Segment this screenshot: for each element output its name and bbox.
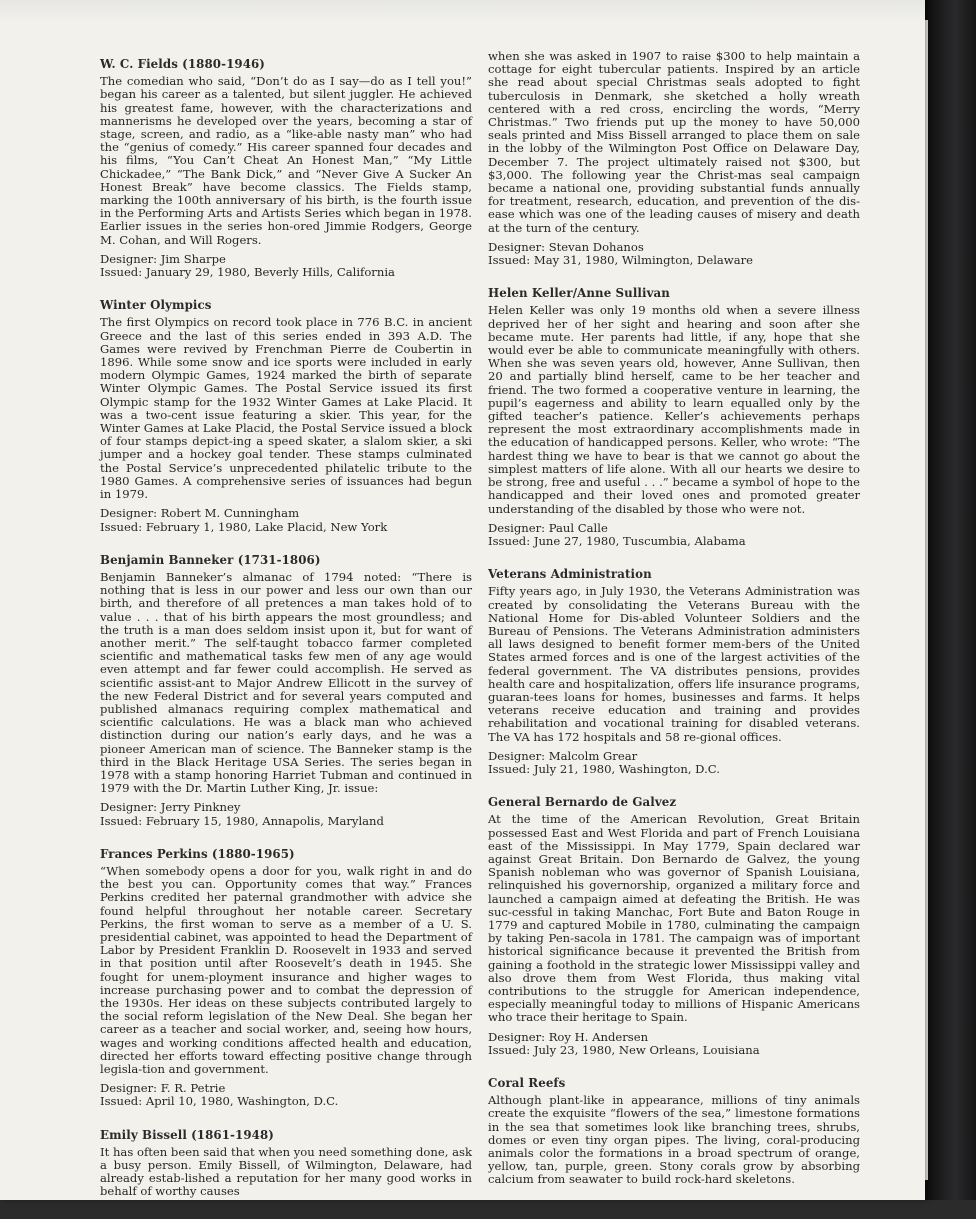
entry-frances-perkins — [100, 848, 472, 1109]
entry-designer: Designer: Jerry Pinkney — [100, 800, 241, 815]
entry-meta — [488, 241, 860, 267]
entry-emily-bissell — [100, 1129, 472, 1199]
entry-title: Frances Perkins (1880-1965) — [100, 846, 295, 861]
entry-bernardo-de-galvez — [488, 796, 860, 1057]
binder-background — [925, 0, 976, 1200]
entry-title: General Bernardo de Galvez — [488, 795, 677, 810]
entry-title: Emily Bissell (1861-1948) — [100, 1127, 274, 1142]
entry-issued: Issued: July 23, 1980, New Orleans, Louisiana — [488, 1042, 760, 1057]
entry-meta — [488, 1031, 860, 1057]
entry-helen-keller — [488, 287, 860, 548]
entry-winter-olympics — [100, 299, 472, 533]
entry-title: Veterans Administration — [488, 567, 652, 582]
entry-body: Fifty years ago, in July 1930, the Veterans Administration was created by consolidating the Veterans Bureau with the National Home for Dis-abled Volunteer Soldiers and the Bureau of Pensions. The Veterans Administration administers all laws designed to benefit former mem-bers of the United States armed forces and is one of the largest activities of the federal government. The VA distributes pensions, provides health care and hospitalization, offers life insurance programs, guaran-tees loans for homes, businesses and farms. It helps veterans receive education and training and provides rehabilitation and vocational training for disabled veterans. The VA has 172 hospitals and 58 re-gional offices. — [488, 584, 860, 744]
entry-designer: Designer: Roy H. Andersen — [488, 1029, 649, 1044]
entry-designer: Designer: Stevan Dohanos — [488, 239, 644, 254]
entry-issued: Issued: February 15, 1980, Annapolis, Maryland — [100, 813, 384, 828]
entry-title: Helen Keller/Anne Sullivan — [488, 286, 670, 301]
entry-issued: Issued: April 10, 1980, Washington, D.C. — [100, 1094, 339, 1109]
entry-title: Winter Olympics — [100, 298, 212, 313]
entry-designer: Designer: Paul Calle — [488, 520, 608, 535]
right-column — [488, 50, 860, 1207]
entry-meta — [100, 253, 472, 279]
entry-body: Benjamin Banneker’s almanac of 1794 noted: “There is nothing that is less in our power and less our own than our birth, and therefore of all pretences a man takes hold of to value . . . that of his birth appears the most groundless; and the truth is a man does seldom insist upon it, but for want of another merit.” The self-taught tobacco farmer completed scientific and mathematical tasks few men of any age would even attempt and far fewer could accomplish. He served as scientific assist-ant to Major Andrew Ellicott in the survey of the new Federal District and for several years computed and published almanacs requiring complex mathematical and scientific calculations. He was a black man who achieved distinction during our nation’s early days, and he was a pioneer American man of science. The Banneker stamp is the third in the Black Heritage USA Series. The series began in 1978 with a stamp honoring Harriet Tubman and continued in 1979 with the Dr. Martin Luther King, Jr. issue: — [100, 569, 472, 796]
entry-body: when she was asked in 1907 to raise $300 to help maintain a cottage for eight tubercular patients. Inspired by an article she read about special Christmas seals adopted to fight tuberculosis in Denmark, she sketched a holly wreath centered with a red cross, encircling the words, “Merry Christmas.” Two friends put up the money to have 50,000 seals printed and Miss Bissell arranged to place them on sale in the lobby of the Wilmington Post Office on Delaware Day, December 7. The project ultimately raised not $300, but $3,000. The following year the Christ-mas seal campaign became a national one, providing substantial funds annually for treatment, research, education, and prevention of the dis-ease which was one of the leading causes of misery and death at the turn of the century. — [488, 49, 860, 235]
entry-emily-bissell-continued — [488, 50, 860, 267]
entry-body: The comedian who said, “Don’t do as I say—do as I tell you!” began his career as a talented, but silent juggler. He achieved his greatest fame, however, with the characterizations and mannerisms he developed over the years, becoming a star of stage, screen, and radio, as a “like-able nasty man” who had the “genius of comedy.” His career spanned four decades and his films, “You Can’t Cheat An Honest Man,” “My Little Chickadee,” “The Bank Dick,” and “Never Give A Sucker An Honest Break” have become classics. The Fields stamp, marking the 100th anniversary of his birth, is the fourth issue in the Performing Arts and Artists Series which began in 1978. Earlier issues in the series hon-ored Jimmie Rodgers, George M. Cohan, and Will Rogers. — [100, 74, 472, 247]
entry-meta — [100, 801, 472, 827]
entry-body: It has often been said that when you need something done, ask a busy person. Emily Bissell, of Wilmington, Delaware, had already estab-lished a reputation for her many good works in behalf of worthy causes — [100, 1144, 472, 1199]
entry-designer: Designer: Malcolm Grear — [488, 748, 638, 763]
entry-title: Benjamin Banneker (1731-1806) — [100, 552, 321, 567]
entry-issued: Issued: June 27, 1980, Tuscumbia, Alabama — [488, 533, 746, 548]
entry-veterans-administration — [488, 568, 860, 776]
entry-issued: Issued: February 1, 1980, Lake Placid, New York — [100, 519, 388, 534]
entry-meta — [100, 1082, 472, 1108]
entry-designer: Designer: Robert M. Cunningham — [100, 506, 300, 521]
page-top-strip — [0, 0, 925, 22]
entry-title: Coral Reefs — [488, 1076, 566, 1091]
left-column — [100, 58, 472, 1219]
entry-body: At the time of the American Revolution, Great Britain possessed East and West Florida and part of French Louisiana east of the Mississippi. In May 1779, Spain declared war against Great Britain. Don Bernardo de Galvez, the young Spanish nobleman who was governor of Spanish Louisiana, relinquished his governorship, organized a military force and launched a campaign aimed at defeating the British. He was suc-cessful in taking Manchac, Fort Bute and Baton Rouge in 1779 and captured Mobile in 1780, culminating the campaign by taking Pen-sacola in 1781. The campaign was of important historical significance because it prevented the British from gaining a foothold in the strategic lower Mississippi valley and also drove them from West Florida, thus making vital contributions to the struggle for American independence, especially meaningful today to millions of Hispanic Americans who trace their heritage to Spain. — [488, 812, 860, 1025]
entry-body: “When somebody opens a door for you, walk right in and do the best you can. Opportunity comes that way.” Frances Perkins credited her paternal grandmother with advice she found helpful throughout her notable career. Secretary Perkins, the first woman to serve as a member of a U. S. presidential cabinet, was appointed to head the Department of Labor by President Franklin D. Roosevelt in 1933 and served in that position until after Roosevelt’s death in 1945. She fought for unem-ployment insurance and higher wages to increase purchasing power and to combat the depression of the 1930s. Her ideas on these subjects contributed largely to the social reform legislation of the New Deal. She began her career as a teacher and social worker, and, seeing how hours, wages and working conditions affected health and education, directed her efforts toward effecting positive change through legisla-tion and government. — [100, 863, 472, 1077]
entry-meta — [100, 507, 472, 533]
entry-issued: Issued: May 31, 1980, Wilmington, Delaware — [488, 253, 754, 268]
entry-issued: Issued: July 21, 1980, Washington, D.C. — [488, 761, 720, 776]
entry-designer: Designer: F. R. Petrie — [100, 1081, 226, 1096]
entry-benjamin-banneker — [100, 554, 472, 828]
entry-title: W. C. Fields (1880-1946) — [100, 57, 265, 71]
entry-coral-reefs — [488, 1077, 860, 1187]
entry-body: The first Olympics on record took place in 776 B.C. in ancient Greece and the last of this series ended in 393 A.D. The Games were revived by Frenchman Pierre de Coubertin in 1896. While some snow and ice sports were included in early modern Olympic Games, 1924 marked the birth of separate Winter Olympic Games. The Postal Service issued its first Olympic stamp for the 1932 Winter Games at Lake Placid. It was a two-cent issue featuring a skier. This year, for the Winter Games at Lake Placid, the Postal Service issued a block of four stamps depict-ing a speed skater, a slalom skier, a ski jumper and a hockey goal tender. These stamps culminated the Postal Service’s unprecedented philatelic tribute to the 1980 Games. A comprehensive series of issuances had begun in 1979. — [100, 315, 472, 502]
entry-body: Although plant-like in appearance, millions of tiny animals create the exquisite “flowers of the sea,” limestone formations in the sea that sometimes look like branching trees, shrubs, domes or even tiny organ pipes. The living, coral-producing animals color the formations in a broad spectrum of orange, yellow, tan, purple, green. Stony corals grow by absorbing calcium from seawater to build rock-hard skeletons. — [488, 1093, 860, 1187]
entry-designer: Designer: Jim Sharpe — [100, 251, 226, 266]
entry-body: Helen Keller was only 19 months old when a severe illness deprived her of her sight and hearing and soon after she became mute. Her parents had little, if any, hope that she would ever be able to communicate meaningfully with others. When she was seven years old, however, Anne Sullivan, then 20 and partially blind herself, came to be her teacher and friend. The two formed a cooperative venture in learning, the pupil’s eagerness and ability to learn equalled only by the gifted teacher’s patience. Keller’s achievements perhaps represent the most extraordinary accomplishments made in the education of handicapped persons. Keller, who wrote: “The hardest thing we have to bear is that we cannot go about the simplest matters of life alone. With all our hearts we desire to be strong, free and useful . . .” became a symbol of hope to the handicapped and their loved ones and promoted greater understanding of the disabled by those who were not. — [488, 303, 860, 516]
entry-issued: Issued: January 29, 1980, Beverly Hills, California — [100, 265, 395, 280]
entry-wc-fields — [100, 58, 472, 279]
entry-meta — [488, 750, 860, 776]
entry-meta — [488, 522, 860, 548]
